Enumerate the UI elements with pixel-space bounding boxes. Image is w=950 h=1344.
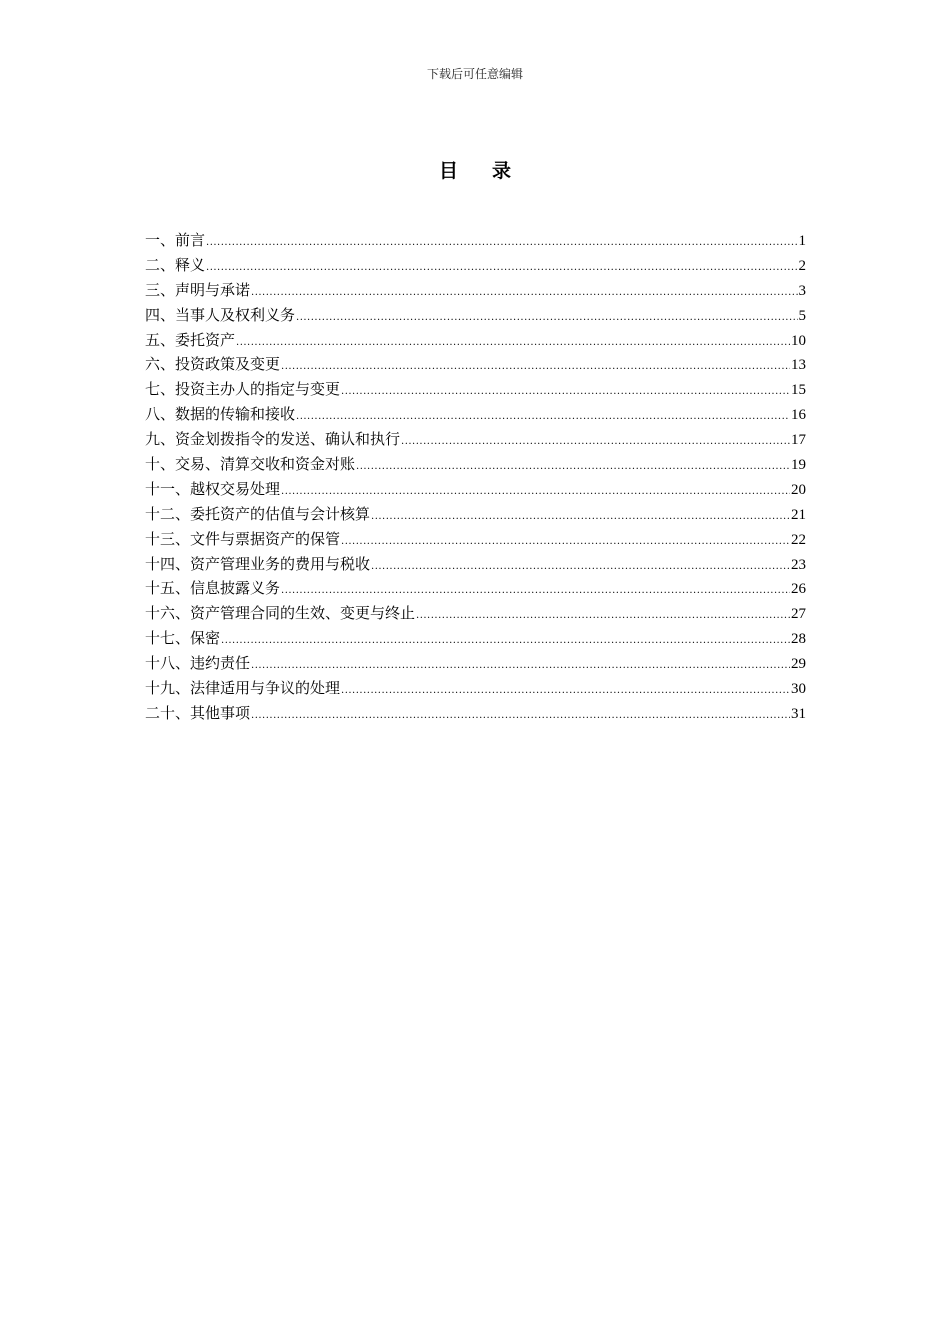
toc-entry-page: 23 — [791, 556, 806, 573]
toc-leader — [356, 455, 790, 480]
toc-leader — [236, 331, 790, 356]
toc-entry-label: 十五、信息披露义务 — [145, 579, 281, 598]
toc-entry-page: 15 — [791, 382, 806, 399]
toc-entry-label: 九、资金划拨指令的发送、确认和执行 — [145, 430, 401, 449]
toc-entry[interactable] — [145, 502, 806, 527]
toc-leader — [206, 256, 797, 281]
toc-leader — [401, 430, 790, 455]
toc-leader — [371, 555, 790, 580]
toc-entry[interactable] — [145, 552, 806, 577]
toc-entry[interactable] — [145, 228, 806, 253]
toc-entry[interactable] — [145, 452, 806, 477]
toc-entry-label: 十六、资产管理合同的生效、变更与终止 — [145, 604, 416, 623]
toc-entry-page: 10 — [791, 332, 806, 349]
toc-leader — [341, 679, 790, 704]
page-header: 下载后可任意编辑 — [426, 67, 523, 81]
toc-entry-label: 二十、其他事项 — [145, 703, 251, 722]
toc-leader — [371, 505, 790, 530]
toc-entry[interactable] — [145, 576, 806, 601]
toc-entry-label: 十、交易、清算交收和资金对账 — [145, 455, 356, 474]
toc-entry-page: 5 — [798, 307, 806, 324]
toc-title: 目录 — [438, 160, 545, 182]
toc-entry[interactable] — [145, 402, 806, 427]
toc-leader — [251, 281, 797, 306]
toc-entry-label: 一、前言 — [145, 231, 206, 249]
toc-entry-page: 30 — [791, 681, 806, 698]
toc-entry-label: 七、投资主办人的指定与变更 — [145, 380, 341, 399]
toc-entry-page: 27 — [791, 606, 806, 623]
table-of-contents — [145, 228, 806, 726]
toc-entry-label: 十三、文件与票据资产的保管 — [145, 529, 341, 548]
toc-entry-label: 五、委托资产 — [145, 330, 236, 349]
toc-entry[interactable] — [145, 328, 806, 353]
toc-entry-label: 十四、资产管理业务的费用与税收 — [145, 554, 371, 573]
toc-entry-page: 13 — [791, 357, 806, 374]
toc-entry-label: 十七、保密 — [145, 629, 221, 648]
toc-entry-page: 2 — [798, 257, 806, 274]
toc-entry[interactable] — [145, 303, 806, 328]
toc-leader — [281, 355, 790, 380]
toc-entry[interactable] — [145, 601, 806, 626]
toc-leader — [341, 530, 790, 555]
toc-entry[interactable] — [145, 477, 806, 502]
toc-leader — [251, 704, 790, 729]
toc-entry-page: 31 — [791, 705, 806, 722]
toc-entry[interactable] — [145, 377, 806, 402]
toc-entry-page: 22 — [791, 531, 806, 548]
toc-entry-label: 二、释义 — [145, 255, 206, 274]
toc-entry[interactable] — [145, 651, 806, 676]
toc-entry-label: 八、数据的传输和接收 — [145, 405, 296, 424]
toc-entry-label: 十九、法律适用与争议的处理 — [145, 679, 341, 698]
toc-entry-label: 十二、委托资产的估值与会计核算 — [145, 504, 371, 523]
toc-entry-page: 3 — [798, 282, 806, 299]
toc-entry[interactable] — [145, 352, 806, 377]
toc-entry-page: 29 — [791, 656, 806, 673]
toc-entry-label: 四、当事人及权利义务 — [145, 305, 296, 324]
toc-entry-page: 19 — [791, 457, 806, 474]
toc-entry[interactable] — [145, 278, 806, 303]
toc-entry[interactable] — [145, 701, 806, 726]
toc-entry-label: 十八、违约责任 — [145, 654, 251, 673]
toc-entry[interactable] — [145, 626, 806, 651]
toc-leader — [416, 604, 790, 629]
toc-entry[interactable] — [145, 676, 806, 701]
toc-entry-page: 21 — [791, 506, 806, 523]
toc-entry-label: 三、声明与承诺 — [145, 280, 251, 299]
toc-leader — [221, 629, 790, 654]
toc-entry-label: 十一、越权交易处理 — [145, 479, 281, 498]
toc-entry[interactable] — [145, 427, 806, 452]
toc-entry-page: 28 — [791, 631, 806, 648]
toc-leader — [296, 306, 797, 331]
toc-entry[interactable] — [145, 527, 806, 552]
toc-entry[interactable] — [145, 253, 806, 278]
toc-entry-page: 17 — [791, 432, 806, 449]
toc-leader — [206, 231, 797, 256]
toc-entry-page: 20 — [791, 481, 806, 498]
toc-entry-page: 26 — [791, 581, 806, 598]
toc-entry-page: 16 — [791, 407, 806, 424]
toc-leader — [341, 380, 790, 405]
toc-entry-label: 六、投资政策及变更 — [145, 355, 281, 374]
toc-entry-page: 1 — [798, 233, 806, 249]
